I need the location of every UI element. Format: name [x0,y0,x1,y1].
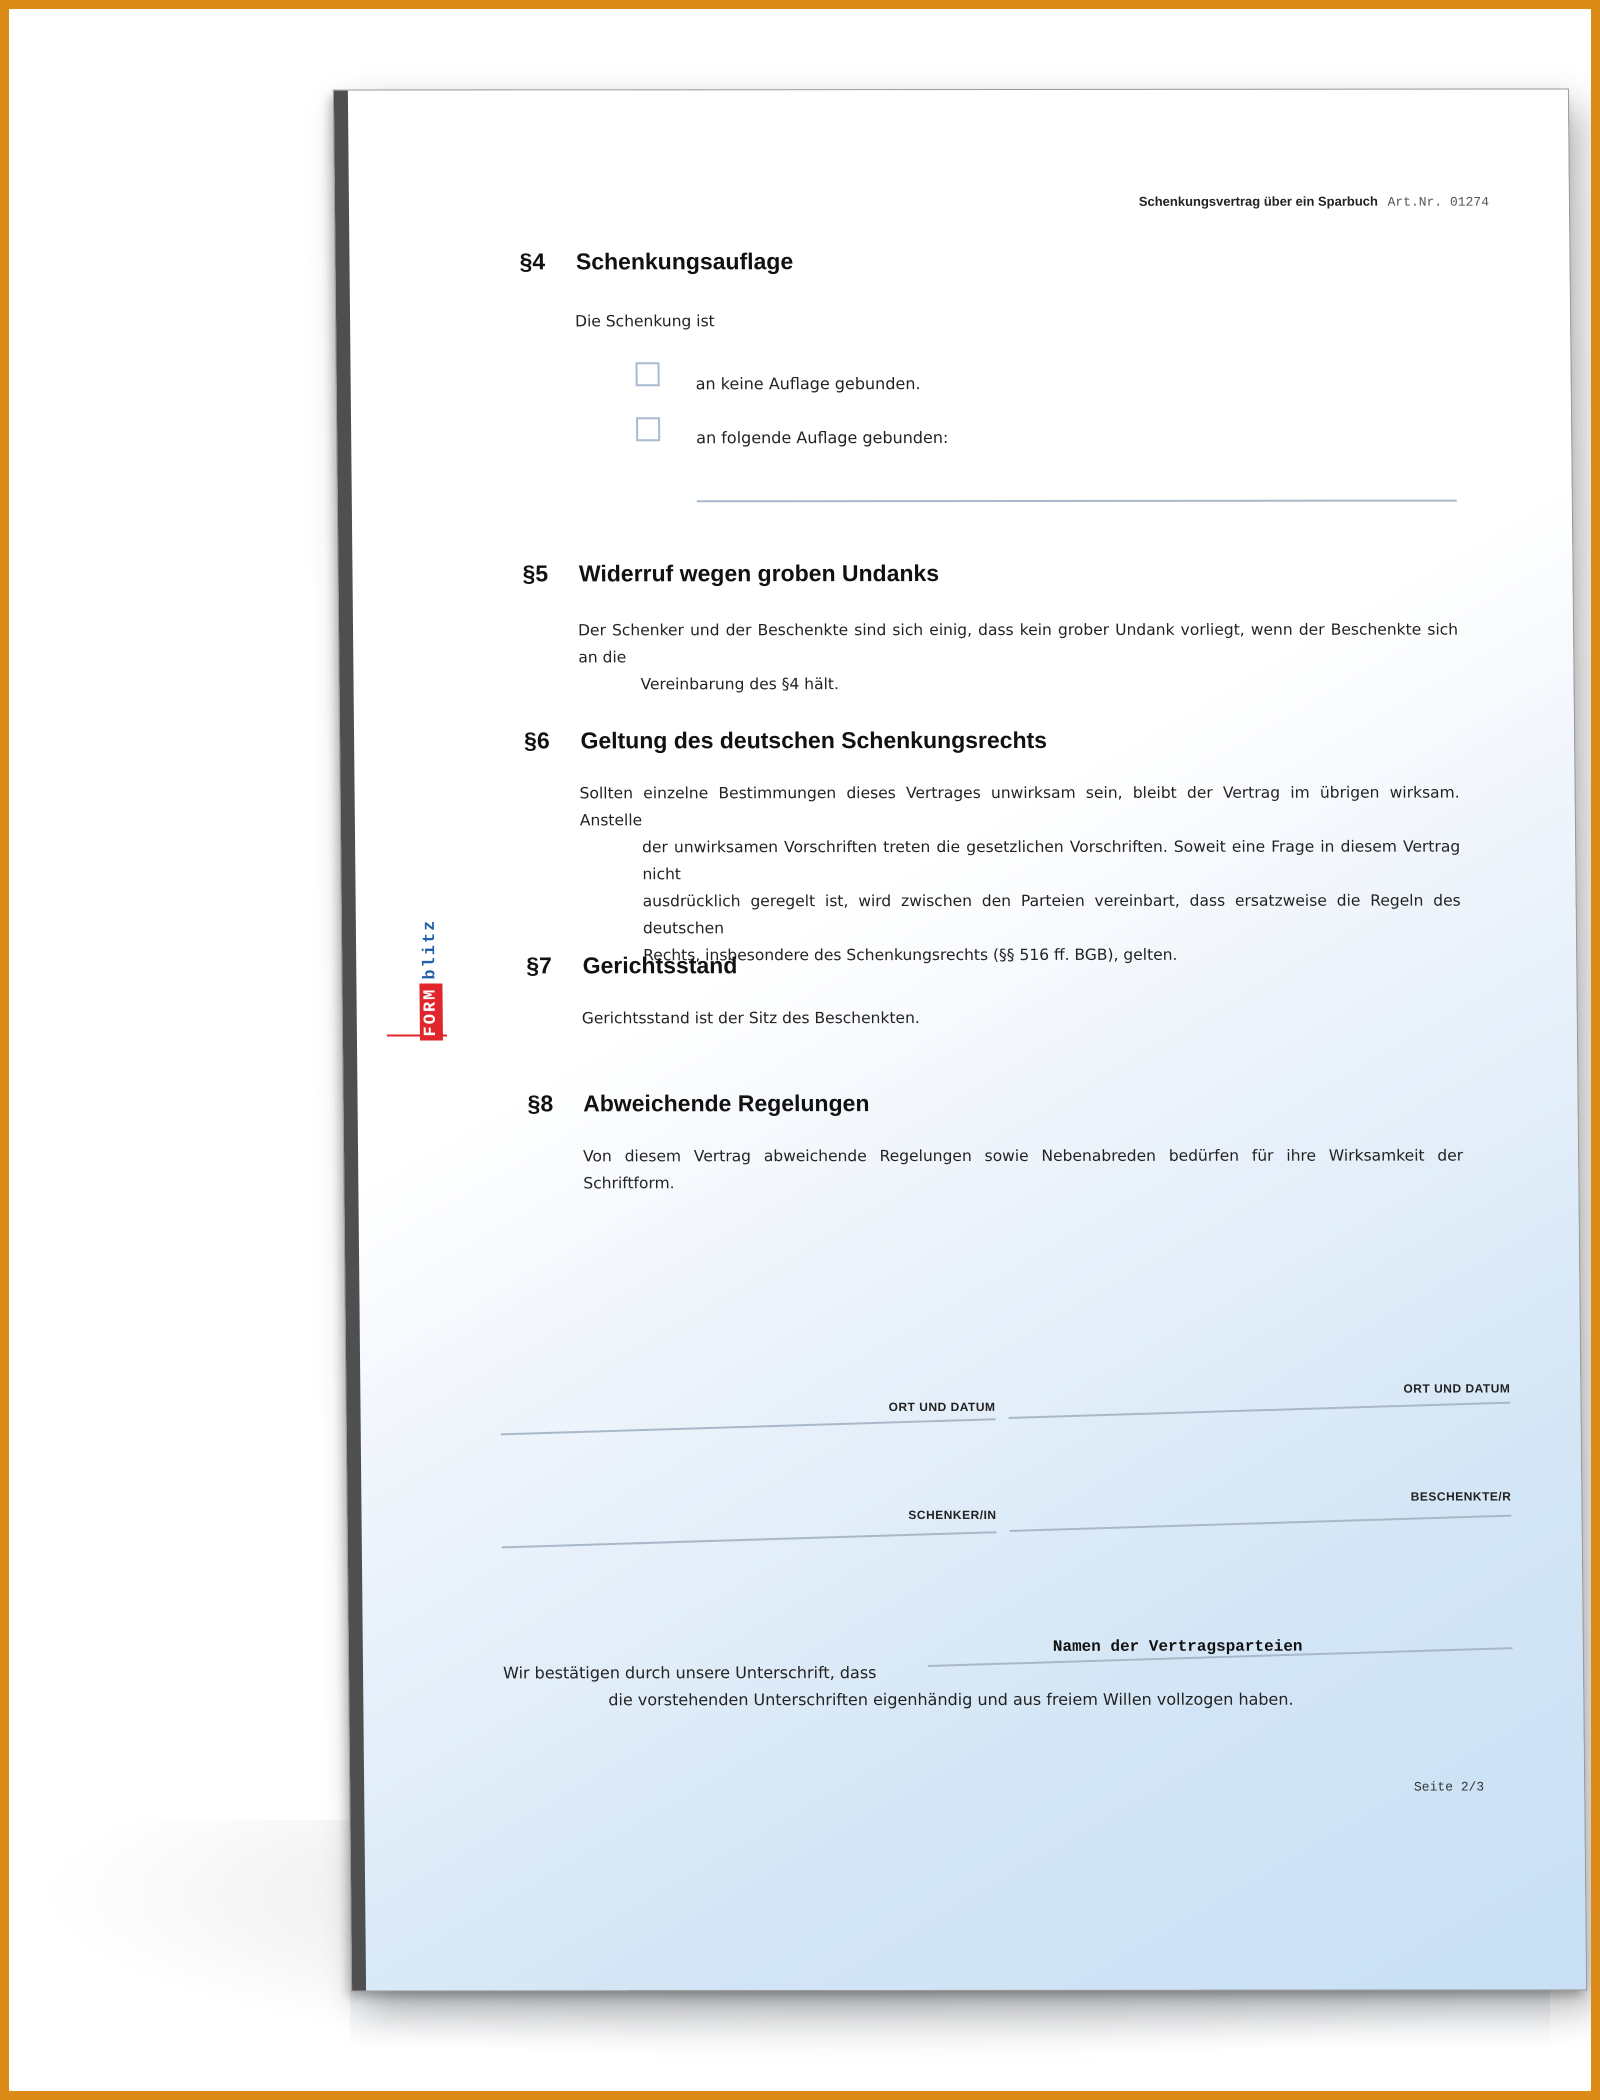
schenker-signature-line[interactable] [502,1531,997,1548]
logo-blitz-text: blitz [420,918,440,980]
section-number: §8 [527,1090,554,1117]
parties-name-placeholder: Namen der Vertragsparteien [1052,1637,1303,1656]
logo-form-text: FORM [419,984,443,1041]
section-4-intro: Die Schenkung ist [574,312,715,331]
section-8-heading [527,1090,869,1117]
section-number: §6 [523,727,550,754]
section-title: Schenkungsauflage [575,248,794,275]
section-5-text [578,617,1459,699]
document-title: Schenkungsvertrag über ein Sparbuch [1138,193,1378,209]
checkbox-condition[interactable] [636,417,660,441]
section-4-heading [519,248,793,275]
section-6-heading [524,727,1047,754]
section-title: Widerruf wegen groben Undanks [578,560,940,587]
checkbox-no-condition[interactable] [635,362,659,386]
document-header [1139,194,1489,210]
checkbox-condition-label: an folgende Auflage gebunden: [696,428,949,448]
paragraph-line: Der Schenker und der Beschenkte sind sich einig, dass kein grober Undank vorliegt, wenn der Beschenkte sich an die [577,620,1459,667]
left-place-date-label: ORT UND DATUM [888,1399,996,1415]
section-6-text [579,780,1461,970]
confirmation-prefix: Wir bestätigen durch unsere Unterschrift, dass [502,1663,877,1683]
paragraph-line: Rechts, insbesondere des Schenkungsrechts (§§ 516 ff. BGB), gelten. [643,945,1178,965]
section-title: Geltung des deutschen Schenkungsrechts [580,726,1048,754]
page-number: Seite 2/3 [1413,1779,1485,1795]
beschenkte-label: BESCHENKTE/R [1410,1489,1512,1504]
paragraph-line: ausdrücklich geregelt ist, wird zwischen den Parteien vereinbart, dass ersatzweise die Regeln des deutschen [642,891,1461,938]
section-5-heading [522,560,939,587]
article-number: Art.Nr. 01274 [1387,194,1490,210]
section-number: §4 [519,248,546,275]
section-title: Abweichende Regelungen [583,1090,870,1117]
page-reflection [350,1990,1550,2050]
section-number: §5 [522,560,549,587]
paragraph-line: Vereinbarung des §4 hält. [640,675,839,694]
right-place-date-line[interactable] [1009,1402,1511,1419]
beschenkte-signature-line[interactable] [1010,1515,1512,1532]
schenker-label: SCHENKER/IN [908,1507,997,1523]
document-page [334,90,1586,1991]
section-7-heading [526,952,737,979]
paragraph-line: Sollten einzelne Bestimmungen dieses Vertrages unwirksam sein, bleibt der Vertrag im übrigen wirksam. Anstelle [579,783,1460,830]
confirmation-suffix: die vorstehenden Unterschriften eigenhändig und aus freiem Willen vollzogen haben. [608,1689,1294,1710]
condition-input-line[interactable] [697,500,1457,503]
formblitz-logo [416,890,445,1040]
checkbox-no-condition-label: an keine Auflage gebunden. [695,374,921,394]
section-number: §7 [526,952,552,979]
left-place-date-line[interactable] [501,1418,996,1435]
section-title: Gerichtsstand [582,952,738,979]
section-8-text: Von diesem Vertrag abweichende Regelungen sowie Nebenabreden bedürfen für ihre Wirksamkeit der Schriftform. [583,1146,1464,1193]
section-7-text: Gerichtsstand ist der Sitz des Beschenkten. [581,1009,920,1028]
right-place-date-label: ORT UND DATUM [1403,1381,1511,1396]
paragraph-line: der unwirksamen Vorschriften treten die gesetzlichen Vorschriften. Soweit eine Frage in diesem Vertrag nicht [642,837,1461,884]
